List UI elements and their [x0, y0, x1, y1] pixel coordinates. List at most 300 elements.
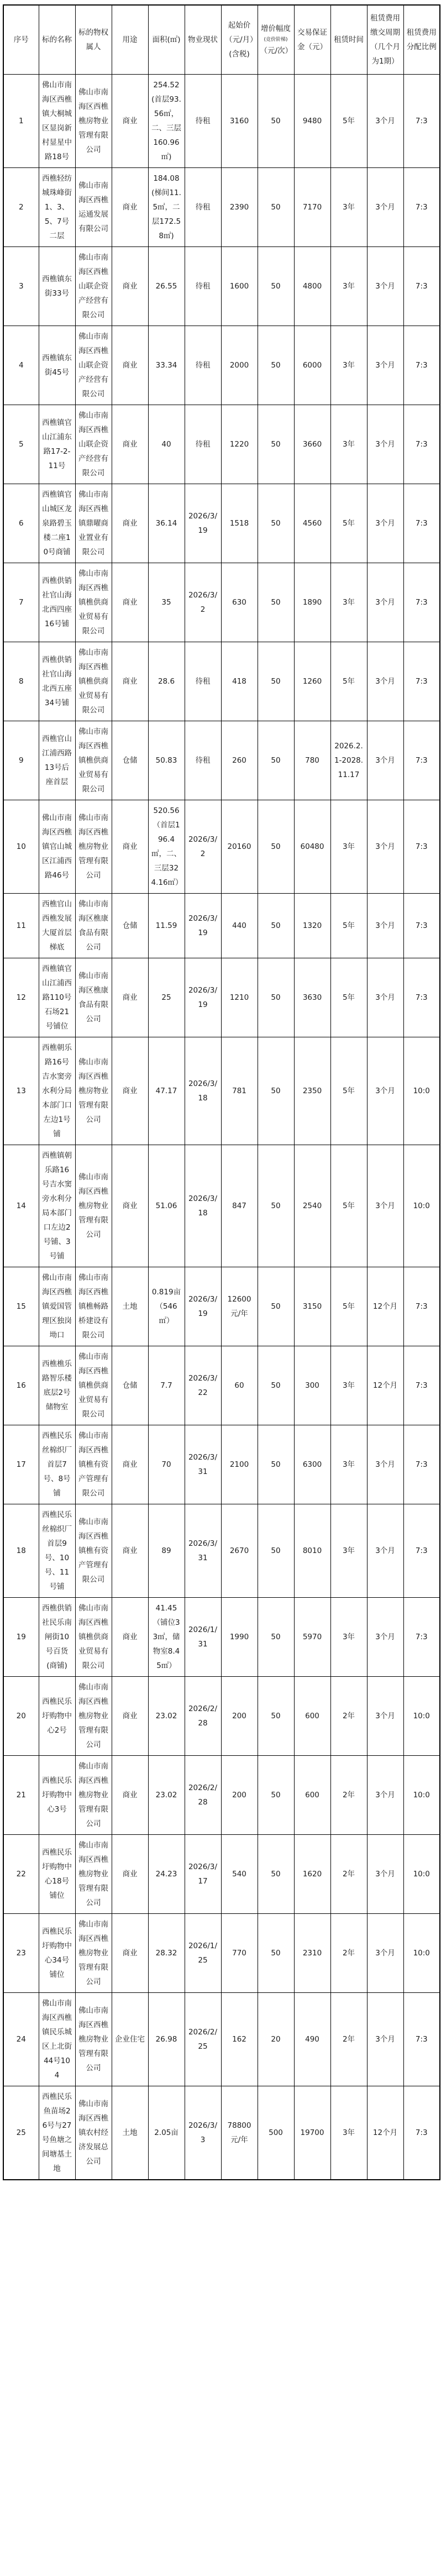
cell-owner: 佛山市南海区西樵镇樵有资产管理有限公司	[75, 1425, 112, 1504]
cell-area: 25	[148, 958, 185, 1037]
cell-usage: 商业	[112, 800, 148, 894]
cell-area: 26.98	[148, 1993, 185, 2086]
cell-lease_term: 2年	[330, 1914, 367, 1993]
cell-index: 25	[3, 2086, 39, 2180]
table-row	[3, 1677, 440, 1756]
cell-area: 7.7	[148, 1346, 185, 1425]
header-name: 标的名称	[39, 5, 75, 75]
cell-name: 西樵民乐圩购物中心18号铺位	[39, 1835, 75, 1914]
table-row	[3, 563, 440, 642]
cell-name: 佛山市南海区西樵镇民乐城区上北街44号104	[39, 1993, 75, 2086]
header-owner: 标的物权属人	[75, 5, 112, 75]
cell-index: 1	[3, 75, 39, 168]
cell-index: 23	[3, 1914, 39, 1993]
cell-start_price: 2100	[221, 1425, 258, 1504]
cell-owner: 佛山市南海区西樵山联企资产经营有限公司	[75, 405, 112, 484]
cell-usage: 商业	[112, 484, 148, 563]
cell-payment_cycle: 3个月	[367, 1993, 403, 2086]
cell-status: 待租	[185, 247, 221, 326]
cell-lease_term: 3年	[330, 2086, 367, 2180]
cell-status: 待租	[185, 405, 221, 484]
cell-lease_term: 2年	[330, 1835, 367, 1914]
cell-start_price: 1600	[221, 247, 258, 326]
cell-payment_cycle: 3个月	[367, 326, 403, 405]
cell-name: 佛山市南海区西樵镇官山城区江浦西路46号	[39, 800, 75, 894]
cell-owner: 佛山市南海区西樵镇樵供商业贸易有限公司	[75, 563, 112, 642]
cell-lease_term: 5年	[330, 1037, 367, 1145]
cell-usage: 商业	[112, 1835, 148, 1914]
cell-owner: 佛山市南海区西樵镇农村经济发展总公司	[75, 2086, 112, 2180]
table-row	[3, 958, 440, 1037]
cell-payment_cycle: 12个月	[367, 2086, 403, 2180]
cell-start_price: 2390	[221, 168, 258, 247]
cell-area: 11.59	[148, 894, 185, 958]
cell-allocation_ratio: 7:3	[403, 642, 440, 721]
cell-increase: 50	[258, 1756, 294, 1835]
cell-index: 3	[3, 247, 39, 326]
cell-status: 2026/3/31	[185, 1425, 221, 1504]
table-row	[3, 1914, 440, 1993]
cell-owner: 佛山市南海区西樵镇樵供商业贸易有限公司	[75, 1598, 112, 1677]
cell-start_price: 1990	[221, 1598, 258, 1677]
cell-area: 28.32	[148, 1914, 185, 1993]
cell-usage: 仓储	[112, 721, 148, 800]
cell-deposit: 3660	[294, 405, 330, 484]
cell-usage: 商业	[112, 326, 148, 405]
cell-lease_term: 2026.2.1-2028.11.17	[330, 721, 367, 800]
cell-increase: 50	[258, 1346, 294, 1425]
cell-usage: 仓储	[112, 894, 148, 958]
header-row	[3, 5, 440, 75]
cell-owner: 佛山市南海区西樵樵房物业管理有限公司	[75, 1037, 112, 1145]
cell-area: 23.02	[148, 1756, 185, 1835]
cell-usage: 商业	[112, 1756, 148, 1835]
cell-increase: 50	[258, 1504, 294, 1598]
table-row	[3, 1425, 440, 1504]
cell-start_price: 781	[221, 1037, 258, 1145]
table-row	[3, 168, 440, 247]
cell-increase: 50	[258, 1677, 294, 1756]
cell-increase: 50	[258, 1425, 294, 1504]
table-row	[3, 1504, 440, 1598]
cell-name: 西樵朝乐路16号吉水窦旁水利分局本部门口左边1号铺	[39, 1037, 75, 1145]
cell-allocation_ratio: 7:3	[403, 1346, 440, 1425]
cell-lease_term: 3年	[330, 405, 367, 484]
cell-owner: 佛山市南海区西樵樵房物业管理有限公司	[75, 800, 112, 894]
cell-usage: 商业	[112, 563, 148, 642]
cell-usage: 商业	[112, 1677, 148, 1756]
cell-area: 35	[148, 563, 185, 642]
cell-status: 2026/1/31	[185, 1598, 221, 1677]
cell-payment_cycle: 3个月	[367, 1145, 403, 1267]
cell-lease_term: 5年	[330, 75, 367, 168]
cell-payment_cycle: 3个月	[367, 1835, 403, 1914]
cell-name: 西樵民乐丝棉织厂首层7号、8号铺	[39, 1425, 75, 1504]
cell-name: 西樵民乐圩购物中心34号铺位	[39, 1914, 75, 1993]
cell-allocation_ratio: 7:3	[403, 75, 440, 168]
cell-payment_cycle: 3个月	[367, 1756, 403, 1835]
cell-status: 2026/3/19	[185, 958, 221, 1037]
asset-table	[3, 4, 440, 2180]
cell-payment_cycle: 3个月	[367, 642, 403, 721]
cell-usage: 商业	[112, 958, 148, 1037]
cell-index: 13	[3, 1037, 39, 1145]
cell-increase: 50	[258, 168, 294, 247]
cell-increase: 50	[258, 1835, 294, 1914]
cell-area: 0.819亩（546㎡）	[148, 1267, 185, 1346]
cell-allocation_ratio: 7:3	[403, 2086, 440, 2180]
cell-allocation_ratio: 7:3	[403, 1425, 440, 1504]
cell-start_price: 200	[221, 1756, 258, 1835]
cell-deposit: 2310	[294, 1914, 330, 1993]
cell-lease_term: 5年	[330, 1145, 367, 1267]
cell-lease_term: 2年	[330, 1756, 367, 1835]
cell-index: 21	[3, 1756, 39, 1835]
cell-owner: 佛山市南海区西樵樵房物业管理有限公司	[75, 1756, 112, 1835]
cell-area: 51.06	[148, 1145, 185, 1267]
cell-start_price: 260	[221, 721, 258, 800]
cell-deposit: 4560	[294, 484, 330, 563]
cell-deposit: 2350	[294, 1037, 330, 1145]
table-row	[3, 247, 440, 326]
header-area: 面积(㎡)	[148, 5, 185, 75]
cell-payment_cycle: 12个月	[367, 1267, 403, 1346]
table-row	[3, 642, 440, 721]
cell-status: 2026/3/19	[185, 894, 221, 958]
cell-payment_cycle: 3个月	[367, 894, 403, 958]
cell-index: 10	[3, 800, 39, 894]
cell-usage: 商业	[112, 642, 148, 721]
cell-start_price: 200	[221, 1677, 258, 1756]
cell-deposit: 3150	[294, 1267, 330, 1346]
cell-owner: 佛山市南海区西樵樵房物业管理有限公司	[75, 1835, 112, 1914]
cell-increase: 50	[258, 1145, 294, 1267]
cell-status: 2026/3/17	[185, 1835, 221, 1914]
cell-status: 2026/3/2	[185, 563, 221, 642]
header-status: 物业现状	[185, 5, 221, 75]
cell-deposit: 1620	[294, 1835, 330, 1914]
cell-area: 520.56（首层196.4㎡，二、三层324.16㎡）	[148, 800, 185, 894]
cell-allocation_ratio: 10:0	[403, 1037, 440, 1145]
cell-status: 待租	[185, 721, 221, 800]
cell-allocation_ratio: 7:3	[403, 563, 440, 642]
cell-name: 西樵镇官山江浦东路17-2-11号	[39, 405, 75, 484]
table-row	[3, 894, 440, 958]
cell-area: 33.34	[148, 326, 185, 405]
cell-name: 佛山市南海区西樵镇爱国管理区独岗坳口	[39, 1267, 75, 1346]
cell-payment_cycle: 3个月	[367, 800, 403, 894]
cell-area: 254.52(首层93.56㎡，二、三层160.96㎡)	[148, 75, 185, 168]
cell-lease_term: 5年	[330, 958, 367, 1037]
cell-increase: 50	[258, 958, 294, 1037]
cell-name: 西樵民乐圩购物中心2号	[39, 1677, 75, 1756]
cell-index: 8	[3, 642, 39, 721]
cell-increase: 50	[258, 75, 294, 168]
header-lease_term: 租赁时间	[330, 5, 367, 75]
table-row	[3, 1835, 440, 1914]
cell-lease_term: 3年	[330, 1425, 367, 1504]
table-row	[3, 405, 440, 484]
cell-deposit: 780	[294, 721, 330, 800]
cell-allocation_ratio: 7:3	[403, 1267, 440, 1346]
cell-increase: 50	[258, 894, 294, 958]
cell-status: 2026/2/28	[185, 1756, 221, 1835]
cell-deposit: 60480	[294, 800, 330, 894]
cell-index: 7	[3, 563, 39, 642]
cell-status: 待租	[185, 168, 221, 247]
table-body	[3, 75, 440, 2180]
cell-payment_cycle: 3个月	[367, 1037, 403, 1145]
cell-area: 26.55	[148, 247, 185, 326]
cell-start_price: 162	[221, 1993, 258, 2086]
cell-increase: 20	[258, 1993, 294, 2086]
cell-area: 2.05亩	[148, 2086, 185, 2180]
cell-name: 西樵镇朝乐路16号吉水窦旁水利分局本部门口左边2号铺、3号铺	[39, 1145, 75, 1267]
cell-deposit: 4800	[294, 247, 330, 326]
cell-name: 西樵供销社官山海北西五座34号铺	[39, 642, 75, 721]
cell-increase: 50	[258, 563, 294, 642]
cell-status: 2026/3/18	[185, 1145, 221, 1267]
cell-lease_term: 2年	[330, 1677, 367, 1756]
cell-name: 西樵民乐圩购物中心3号	[39, 1756, 75, 1835]
header-increase: 增价幅度 (竞价阶梯) （元/次）	[258, 5, 294, 75]
cell-usage: 商业	[112, 75, 148, 168]
cell-increase: 50	[258, 1037, 294, 1145]
cell-index: 2	[3, 168, 39, 247]
cell-status: 2026/3/3	[185, 2086, 221, 2180]
cell-area: 24.23	[148, 1835, 185, 1914]
cell-deposit: 600	[294, 1677, 330, 1756]
cell-owner: 佛山市南海区西樵镇樵供商业贸易有限公司	[75, 721, 112, 800]
cell-deposit: 6000	[294, 326, 330, 405]
cell-status: 2026/3/18	[185, 1037, 221, 1145]
cell-allocation_ratio: 10:0	[403, 1835, 440, 1914]
cell-owner: 佛山市南海区西樵山联企资产经营有限公司	[75, 326, 112, 405]
header-index: 序号	[3, 5, 39, 75]
table-row	[3, 1267, 440, 1346]
cell-name: 西樵镇东街45号	[39, 326, 75, 405]
cell-status: 2026/3/19	[185, 484, 221, 563]
header-start_price: 起始价（元/月）(含税)	[221, 5, 258, 75]
cell-allocation_ratio: 10:0	[403, 1677, 440, 1756]
cell-owner: 佛山市南海区西樵镇樵供商业贸易有限公司	[75, 642, 112, 721]
cell-deposit: 8010	[294, 1504, 330, 1598]
cell-usage: 企业住宅	[112, 1993, 148, 2086]
cell-deposit: 1320	[294, 894, 330, 958]
cell-deposit: 1890	[294, 563, 330, 642]
cell-name: 西樵镇官山城区龙泉路碧玉楼二座10号商铺	[39, 484, 75, 563]
cell-usage: 商业	[112, 1037, 148, 1145]
cell-owner: 佛山市南海区西樵樵房物业管理有限公司	[75, 1677, 112, 1756]
table-row	[3, 2086, 440, 2180]
cell-usage: 商业	[112, 247, 148, 326]
cell-increase: 50	[258, 642, 294, 721]
cell-area: 50.83	[148, 721, 185, 800]
cell-deposit: 6300	[294, 1425, 330, 1504]
cell-start_price: 1518	[221, 484, 258, 563]
cell-payment_cycle: 3个月	[367, 75, 403, 168]
cell-deposit: 490	[294, 1993, 330, 2086]
table-row	[3, 800, 440, 894]
cell-increase: 50	[258, 405, 294, 484]
cell-usage: 土地	[112, 2086, 148, 2180]
cell-usage: 商业	[112, 1598, 148, 1677]
cell-area: 36.14	[148, 484, 185, 563]
cell-owner: 佛山市南海区樵康食品有限公司	[75, 894, 112, 958]
cell-index: 12	[3, 958, 39, 1037]
cell-payment_cycle: 3个月	[367, 247, 403, 326]
cell-status: 2026/2/25	[185, 1993, 221, 2086]
cell-status: 2026/3/31	[185, 1504, 221, 1598]
cell-index: 4	[3, 326, 39, 405]
cell-owner: 佛山市南海区西樵山联企资产经营有限公司	[75, 247, 112, 326]
cell-deposit: 3630	[294, 958, 330, 1037]
cell-lease_term: 3年	[330, 247, 367, 326]
cell-start_price: 847	[221, 1145, 258, 1267]
cell-index: 18	[3, 1504, 39, 1598]
cell-lease_term: 3年	[330, 800, 367, 894]
cell-payment_cycle: 3个月	[367, 405, 403, 484]
cell-start_price: 3160	[221, 75, 258, 168]
cell-increase: 50	[258, 721, 294, 800]
cell-lease_term: 5年	[330, 642, 367, 721]
cell-start_price: 60	[221, 1346, 258, 1425]
cell-allocation_ratio: 7:3	[403, 800, 440, 894]
cell-allocation_ratio: 7:3	[403, 1993, 440, 2086]
cell-payment_cycle: 3个月	[367, 1598, 403, 1677]
cell-increase: 500	[258, 2086, 294, 2180]
cell-deposit: 1260	[294, 642, 330, 721]
cell-status: 待租	[185, 75, 221, 168]
table-row	[3, 1993, 440, 2086]
cell-payment_cycle: 3个月	[367, 1914, 403, 1993]
cell-name: 佛山市南海区西樵镇大桐城区显岗新村显星中路18号	[39, 75, 75, 168]
table-row	[3, 484, 440, 563]
cell-name: 西樵官山西樵发展大厦首层梯底	[39, 894, 75, 958]
cell-deposit: 19700	[294, 2086, 330, 2180]
cell-status: 2026/3/19	[185, 1267, 221, 1346]
cell-start_price: 770	[221, 1914, 258, 1993]
cell-usage: 仓储	[112, 1346, 148, 1425]
cell-allocation_ratio: 10:0	[403, 1145, 440, 1267]
cell-index: 5	[3, 405, 39, 484]
cell-name: 西樵樵乐路智乐楼底层2号储物室	[39, 1346, 75, 1425]
cell-allocation_ratio: 7:3	[403, 894, 440, 958]
cell-increase: 50	[258, 1914, 294, 1993]
cell-owner: 佛山市南海区西樵樵房物业管理有限公司	[75, 1914, 112, 1993]
cell-start_price: 78800元/年	[221, 2086, 258, 2180]
table-header	[3, 5, 440, 75]
cell-start_price: 630	[221, 563, 258, 642]
cell-name: 西樵镇东街33号	[39, 247, 75, 326]
header-usage: 用途	[112, 5, 148, 75]
header-payment_cycle: 租赁费用缴交周期（几个月为1期）	[367, 5, 403, 75]
cell-payment_cycle: 3个月	[367, 1504, 403, 1598]
cell-status: 2026/2/28	[185, 1677, 221, 1756]
cell-lease_term: 3年	[330, 168, 367, 247]
cell-index: 22	[3, 1835, 39, 1914]
cell-start_price: 20160	[221, 800, 258, 894]
cell-name: 西樵官山江浦西路13号后座首层	[39, 721, 75, 800]
cell-start_price: 1220	[221, 405, 258, 484]
cell-name: 西樵民乐丝棉织厂首层9号、10号、11号铺	[39, 1504, 75, 1598]
cell-index: 11	[3, 894, 39, 958]
cell-index: 15	[3, 1267, 39, 1346]
cell-start_price: 12600元/年	[221, 1267, 258, 1346]
cell-status: 2026/1/25	[185, 1914, 221, 1993]
cell-start_price: 540	[221, 1835, 258, 1914]
cell-usage: 商业	[112, 168, 148, 247]
cell-lease_term: 5年	[330, 1267, 367, 1346]
cell-name: 西樵供销社官山海北西四座16号铺	[39, 563, 75, 642]
cell-area: 40	[148, 405, 185, 484]
cell-increase: 50	[258, 484, 294, 563]
cell-owner: 佛山市南海区西樵镇樵畅路桥建设有限公司	[75, 1267, 112, 1346]
cell-lease_term: 3年	[330, 1598, 367, 1677]
cell-owner: 佛山市南海区西樵樵房物业管理有限公司	[75, 75, 112, 168]
cell-name: 西樵镇官山江浦西路110号石场21号铺位	[39, 958, 75, 1037]
cell-start_price: 2000	[221, 326, 258, 405]
cell-allocation_ratio: 7:3	[403, 484, 440, 563]
cell-name: 西樵民乐鱼苗场26号与27号鱼塘之间塘基土地	[39, 2086, 75, 2180]
cell-increase: 50	[258, 247, 294, 326]
cell-area: 47.17	[148, 1037, 185, 1145]
cell-allocation_ratio: 7:3	[403, 326, 440, 405]
cell-status: 待租	[185, 642, 221, 721]
table-row	[3, 75, 440, 168]
cell-deposit: 7170	[294, 168, 330, 247]
cell-allocation_ratio: 10:0	[403, 1756, 440, 1835]
cell-index: 6	[3, 484, 39, 563]
table-row	[3, 1598, 440, 1677]
cell-deposit: 300	[294, 1346, 330, 1425]
cell-owner: 佛山市南海区西樵樵房物业管理有限公司	[75, 1145, 112, 1267]
cell-payment_cycle: 3个月	[367, 958, 403, 1037]
cell-name: 西樵轻纺城珠峰街1、3、5、7号二层	[39, 168, 75, 247]
cell-payment_cycle: 3个月	[367, 1425, 403, 1504]
cell-status: 待租	[185, 326, 221, 405]
cell-start_price: 2670	[221, 1504, 258, 1598]
cell-deposit: 9480	[294, 75, 330, 168]
table-row	[3, 1756, 440, 1835]
cell-increase: 50	[258, 1598, 294, 1677]
cell-deposit: 2540	[294, 1145, 330, 1267]
header-allocation_ratio: 租赁费用分配比例	[403, 5, 440, 75]
cell-index: 24	[3, 1993, 39, 2086]
cell-lease_term: 3年	[330, 563, 367, 642]
cell-owner: 佛山市南海区西樵樵房物业管理有限公司	[75, 1993, 112, 2086]
cell-index: 20	[3, 1677, 39, 1756]
cell-payment_cycle: 3个月	[367, 563, 403, 642]
cell-area: 89	[148, 1504, 185, 1598]
cell-lease_term: 5年	[330, 484, 367, 563]
cell-index: 19	[3, 1598, 39, 1677]
cell-index: 17	[3, 1425, 39, 1504]
header-deposit: 交易保证金（元）	[294, 5, 330, 75]
cell-deposit: 600	[294, 1756, 330, 1835]
cell-lease_term: 3年	[330, 326, 367, 405]
cell-owner: 佛山市南海区西樵镇樵有资产管理有限公司	[75, 1504, 112, 1598]
table-row	[3, 721, 440, 800]
table-row	[3, 326, 440, 405]
cell-usage: 土地	[112, 1267, 148, 1346]
cell-allocation_ratio: 7:3	[403, 1598, 440, 1677]
cell-payment_cycle: 3个月	[367, 1677, 403, 1756]
cell-usage: 商业	[112, 1145, 148, 1267]
cell-allocation_ratio: 7:3	[403, 168, 440, 247]
cell-lease_term: 3年	[330, 1346, 367, 1425]
cell-allocation_ratio: 7:3	[403, 1504, 440, 1598]
